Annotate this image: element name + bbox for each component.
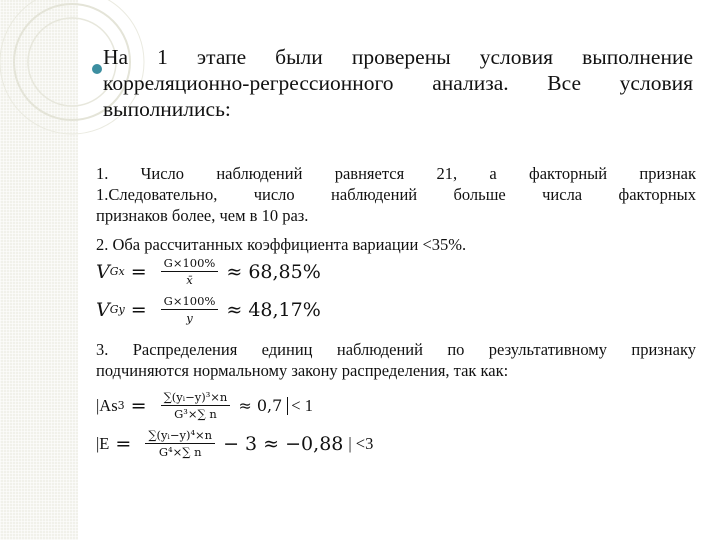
formula-e-prefix: |E: [96, 433, 110, 453]
formula-as-subscript: 3: [117, 399, 125, 412]
formula-as-equals: =: [130, 394, 147, 417]
item-2-text: 2. Оба рассчитанных коэффициента вариации <35%.: [96, 235, 467, 254]
formula-vgx-fraction: [161, 256, 219, 287]
formula-vgy-subscript: Gy: [109, 303, 125, 316]
formula-vgy-fraction: [161, 294, 219, 325]
formula-vgy-numerator: G×100%: [161, 294, 219, 310]
item-1-line-2: 1.Следовательно, число наблюдений больше числа факторных: [96, 185, 696, 204]
formula-asymmetry: [96, 390, 313, 421]
formula-vgx-numerator: G×100%: [161, 256, 219, 272]
formula-e-equals: =: [115, 432, 132, 455]
formula-excess: [96, 428, 373, 459]
formula-as-prefix: |As: [96, 395, 118, 415]
item-1-line-1: 1. Число наблюдений равняется 21, а факторный признак: [96, 164, 696, 183]
intro-line-1: На 1 этапе были проверены условия выполнение: [103, 45, 693, 69]
formula-e-tail: | <3: [348, 433, 374, 453]
formula-e-denominator: G⁴×∑ n: [158, 445, 202, 459]
formula-vgx-subscript: Gx: [109, 265, 125, 278]
formula-vgx-result: ≈ 68,85%: [226, 260, 321, 283]
item-3-line-2: подчиняются нормальному закону распределения, так как:: [96, 361, 509, 380]
intro-paragraph: [103, 44, 693, 122]
formula-as-numerator: ∑(yᵢ−y)³×n: [161, 390, 231, 406]
formula-as-tail: < 1: [291, 395, 313, 415]
formula-as-result: ≈ 0,7: [238, 396, 283, 415]
formula-as-fraction: [161, 390, 231, 421]
formula-vgx-denominator: x̄: [186, 273, 193, 287]
item-1-line-3: признаков более, чем в 10 раз.: [96, 206, 309, 225]
item-2-paragraph: [96, 234, 696, 255]
formula-vgy-denominator: y: [186, 311, 193, 325]
item-3-paragraph: [96, 339, 696, 381]
formula-vgx-lhs: V: [96, 260, 110, 283]
formula-e-numerator: ∑(yᵢ−y)⁴×n: [145, 428, 215, 444]
intro-line-2: корреляционно-регрессионного анализа. Все условия: [103, 71, 693, 95]
formula-vgy-lhs: V: [96, 298, 110, 321]
formula-vgy-result: ≈ 48,17%: [226, 298, 321, 321]
bullet-dot-icon: [92, 64, 102, 74]
intro-line-3: выполнились:: [103, 97, 231, 121]
formula-e-fraction: [145, 428, 215, 459]
formula-as-denominator: G³×∑ n: [174, 407, 217, 421]
formula-as-bar: [287, 397, 288, 415]
formula-vgx: V Gx = $\frac{G\times 100\%}{x̄}$ ≈ 68,85%: [96, 256, 321, 287]
formula-e-result: − 3 ≈ −0,88: [223, 432, 344, 455]
formula-vgy: V Gy = $\frac{G\times 100\%}{y}$ ≈ 48,17%: [96, 294, 321, 325]
item-1-paragraph: [96, 163, 696, 226]
item-3-line-1: 3. Распределения единиц наблюдений по результативному признаку: [96, 340, 696, 359]
